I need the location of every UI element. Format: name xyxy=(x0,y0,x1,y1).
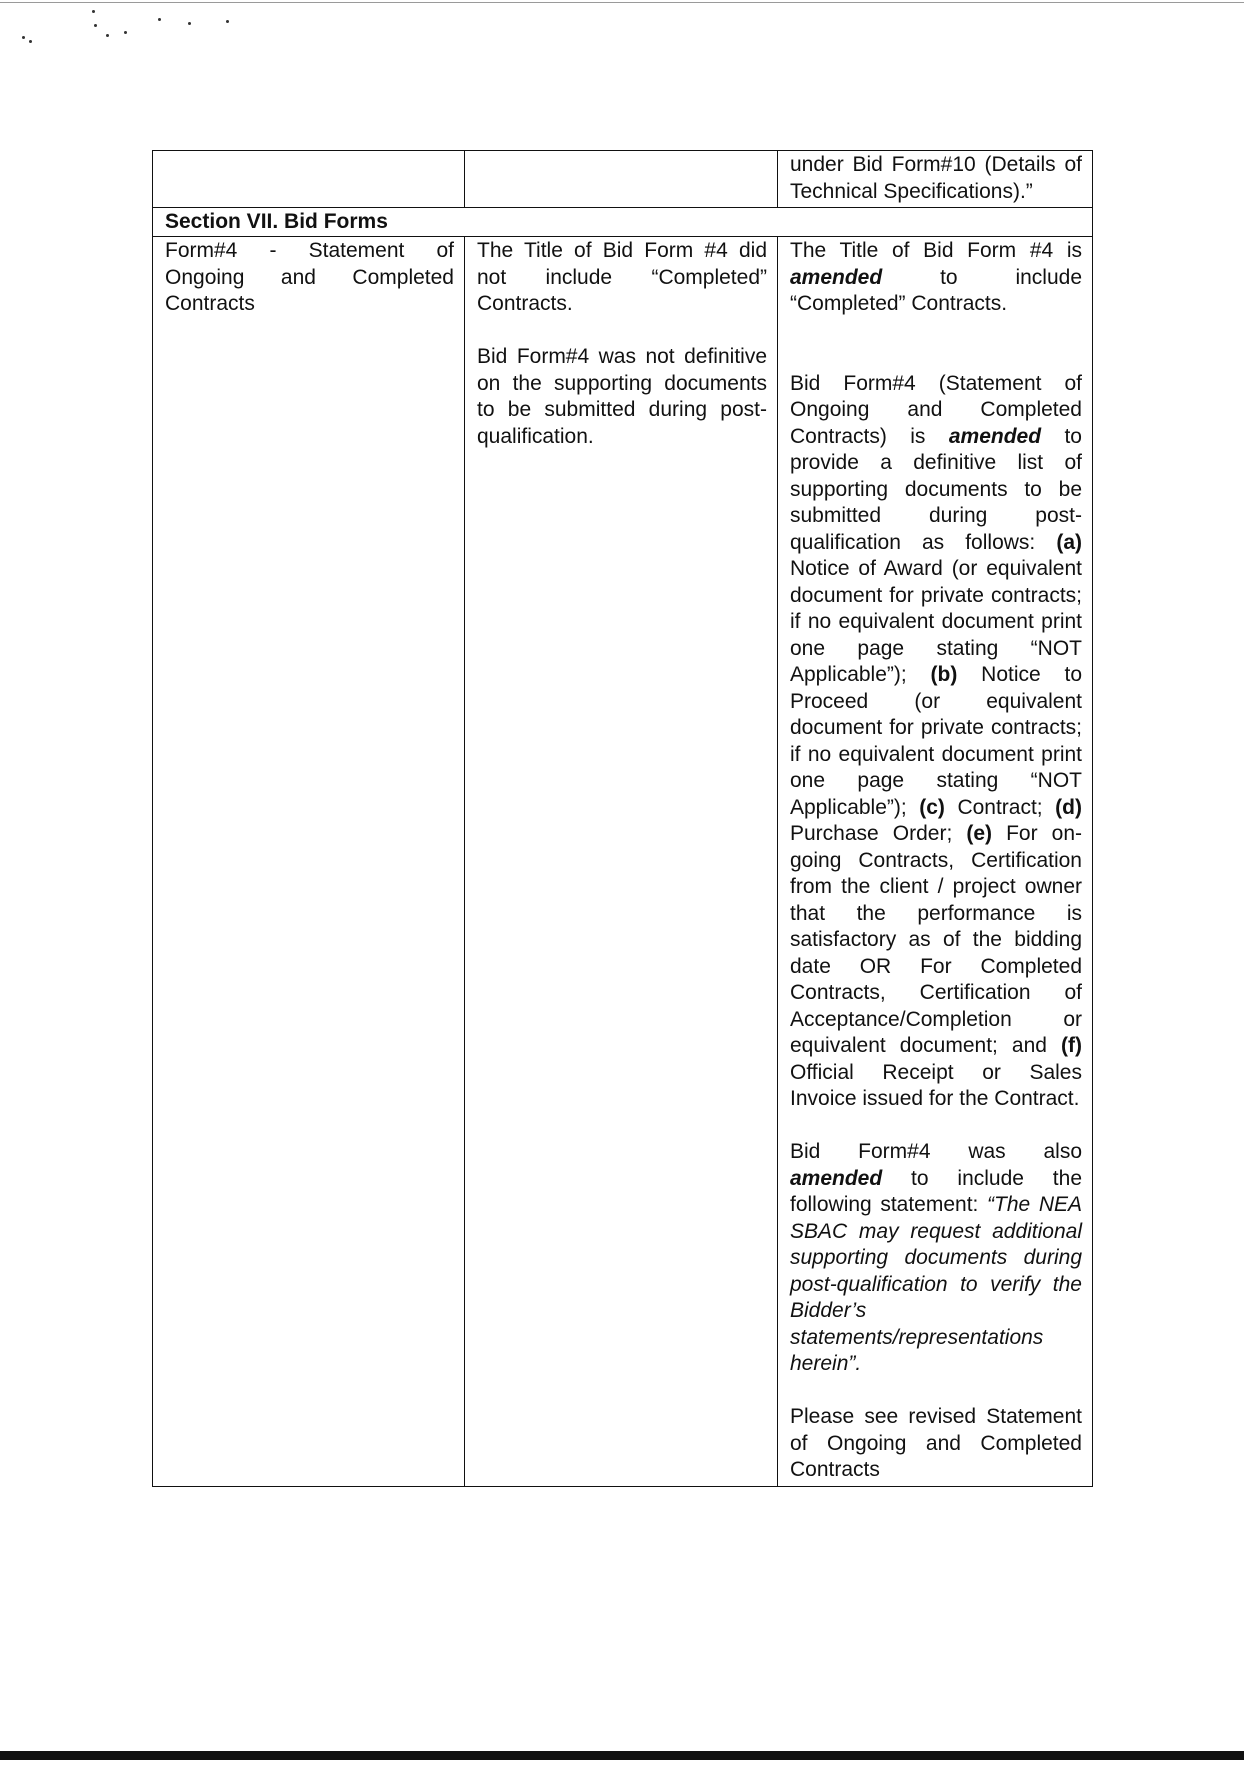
amend-statement-paragraph: Bid Form#4 was also amended to include the following statement: “The NEA SBAC may request additional supporting documents during post-qualification to verify the Bidder’s statements/representations herein”. xyxy=(790,1140,1082,1375)
list-marker-a: (a) xyxy=(1056,530,1082,554)
section-heading: Section VII. Bid Forms xyxy=(153,208,1093,237)
original-docs-text: Bid Form#4 was not definitive on the supporting documents to be submitted during post-qualification. xyxy=(477,345,767,448)
amendment-table xyxy=(152,150,1093,1487)
top-scan-edge xyxy=(0,2,1244,3)
form4-item-text: Form#4 - Statement of Ongoing and Completed Contracts xyxy=(165,239,454,315)
bottom-scan-edge xyxy=(0,1751,1244,1760)
original-title-text: The Title of Bid Form #4 did not include “Completed” Contracts. xyxy=(477,239,767,315)
list-marker-f: (f) xyxy=(1061,1034,1082,1057)
amended-emphasis: amended xyxy=(948,424,1042,448)
amend-docs-paragraph: Bid Form#4 (Statement of Ongoing and Completed Contracts) is amended to provide a definitive list of supporting documents to be submitted during post-qualification as follows: (a) Notice of Award (or equivalent document for private contracts; if no equivalent document print one page stating “NOT Applicable”); (b) Notice to Proceed (or equivalent document for private contracts; if no equivalent document print one page stating “NOT Applicable”); (c) Contract; (d) Purchase Order; (e) For on-going Contracts, Certification from the client / project owner that the performance is satisfactory as of the bidding date OR For Completed Contracts, Certification of Acceptance/Completion or equivalent document; and (f) Official Receipt or Sales Invoice issued for the Contract. xyxy=(790,371,1082,1110)
amended-emphasis: amended xyxy=(790,265,883,289)
list-marker-c: (c) xyxy=(919,795,945,819)
amended-emphasis: amended xyxy=(790,1166,883,1190)
amend-title-paragraph: The Title of Bid Form #4 is amended to include “Completed” Contracts. xyxy=(790,239,1082,315)
scan-specks xyxy=(20,10,270,50)
list-marker-b: (b) xyxy=(930,663,958,686)
cell-form4-item xyxy=(153,237,465,1487)
cell-item-empty xyxy=(153,151,465,208)
quoted-statement: “The NEA SBAC may request additional supporting documents during post-qualification to verify the Bidder’s statements/representations herein”. xyxy=(790,1193,1082,1375)
cell-continuation-text: under Bid Form#10 (Details of Technical Specifications).” xyxy=(778,151,1093,208)
list-marker-d: (d) xyxy=(1055,795,1082,819)
table-row-section-heading xyxy=(153,208,1093,237)
table-row-form4 xyxy=(153,237,1093,1487)
cell-original-empty xyxy=(465,151,778,208)
table-row-continuation xyxy=(153,151,1093,208)
list-marker-e: (e) xyxy=(966,822,993,845)
see-revised-paragraph: Please see revised Statement of Ongoing and Completed Contracts xyxy=(790,1405,1082,1481)
cell-form4-amendment xyxy=(778,237,1093,1487)
cell-form4-original xyxy=(465,237,778,1487)
